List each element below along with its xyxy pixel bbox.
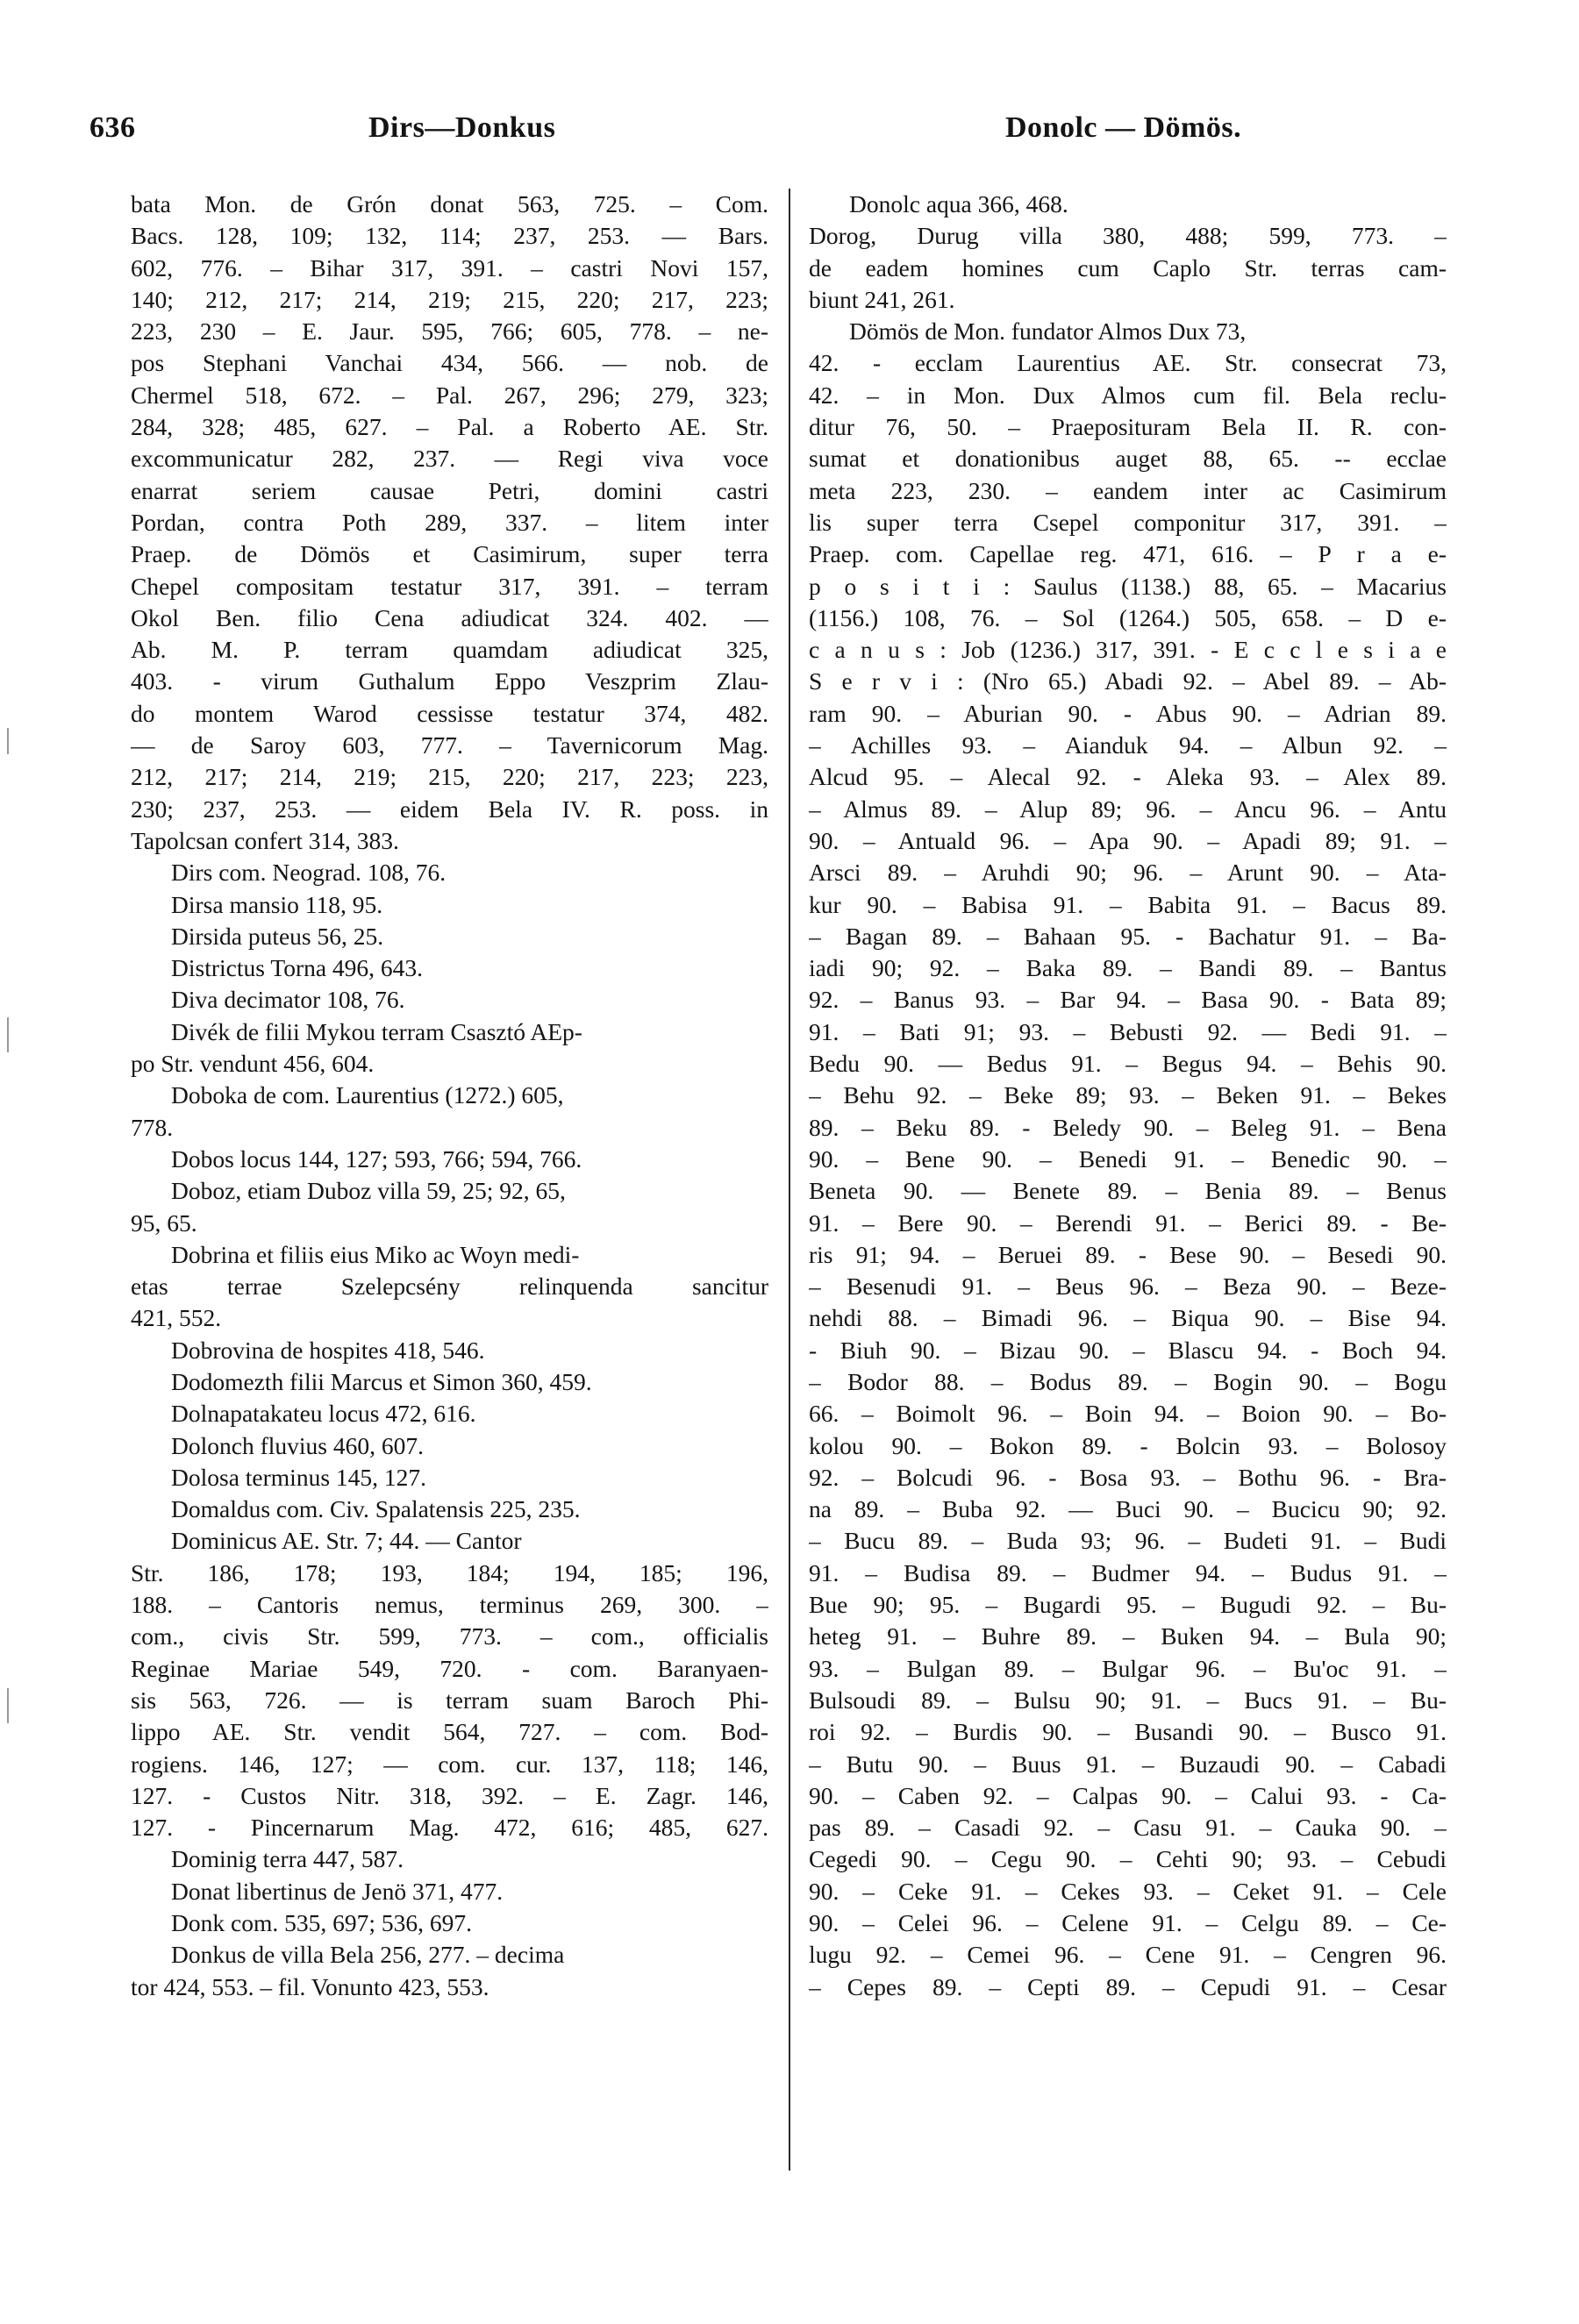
index-line: Donk com. 535, 697; 536, 697. xyxy=(171,1909,472,1937)
index-line: meta 223, 230. – eandem inter ac Casimirum xyxy=(809,476,1447,504)
index-line: 92. – Banus 93. – Bar 94. – Basa 90. - Bata 89; xyxy=(809,986,1447,1014)
index-line: Dolonch fluvius 460, 607. xyxy=(171,1431,424,1459)
index-line: roi 92. – Burdis 90. – Busandi 90. – Busco 91. xyxy=(809,1718,1447,1746)
index-line: Dobrovina de hospites 418, 546. xyxy=(171,1336,485,1364)
index-line: 403. - virum Guthalum Eppo Veszprim Zlau- xyxy=(131,667,768,695)
index-line: kolou 90. – Bokon 89. - Bolcin 93. – Bolosoy xyxy=(809,1431,1447,1459)
index-line: pas 89. – Casadi 92. – Casu 91. – Cauka 90. – xyxy=(809,1814,1447,1842)
column-divider xyxy=(789,189,790,2171)
index-line: Praep. com. Capellae reg. 471, 616. – P r a e- xyxy=(809,540,1447,568)
index-line: Beneta 90. — Benete 89. – Benia 89. – Benus xyxy=(809,1177,1447,1205)
index-line: na 89. – Buba 92. — Buci 90. – Bucicu 90; 92. xyxy=(809,1495,1447,1523)
scan-edge-mark xyxy=(7,1017,9,1052)
index-line: 91. – Bati 91; 93. – Bebusti 92. — Bedi 91. – xyxy=(809,1017,1447,1045)
index-line: 90. – Bene 90. – Benedi 91. – Benedic 90. – xyxy=(809,1144,1447,1173)
index-line: kur 90. – Babisa 91. – Babita 91. – Bacus 89. xyxy=(809,890,1447,918)
index-line: do montem Warod cessisse testatur 374, 482. xyxy=(131,699,768,727)
index-line: 421, 552. xyxy=(131,1304,222,1332)
index-line: – Bodor 88. – Bodus 89. – Bogin 90. – Bogu xyxy=(809,1367,1447,1395)
index-line: Str. 186, 178; 193, 184; 194, 185; 196, xyxy=(131,1558,768,1586)
index-line: de eadem homines cum Caplo Str. terras cam- xyxy=(809,253,1447,282)
index-line: Dominig terra 447, 587. xyxy=(171,1845,404,1873)
index-line: lugu 92. – Cemei 96. – Cene 91. – Cengren 96. xyxy=(809,1941,1447,1969)
index-line: 42. - ecclam Laurentius AE. Str. consecrat 73, xyxy=(809,349,1447,377)
index-line: Tapolcsan confert 314, 383. xyxy=(131,826,399,854)
index-line: Dömös de Mon. fundator Almos Dux 73, xyxy=(849,317,1247,346)
index-line: Okol Ben. filio Cena adiudicat 324. 402. — xyxy=(131,603,768,631)
index-line: sumat et donationibus auget 88, 65. -- ecclae xyxy=(809,445,1447,473)
index-line: 90. – Celei 96. – Celene 91. – Celgu 89. – Ce- xyxy=(809,1909,1447,1937)
index-line: 92. – Bolcudi 96. - Bosa 93. – Bothu 96. - Bra- xyxy=(809,1463,1447,1491)
index-line: – Besenudi 91. – Beus 96. – Beza 90. – Beze- xyxy=(809,1272,1447,1301)
index-line: excommunicatur 282, 237. — Regi viva voce xyxy=(131,445,768,473)
index-line: Donkus de villa Bela 256, 277. – decima xyxy=(171,1941,565,1969)
index-line: Divék de filii Mykou terram Csasztó AEp- xyxy=(171,1017,582,1045)
index-line: — de Saroy 603, 777. – Tavernicorum Mag. xyxy=(131,731,768,759)
index-line: Arsci 89. – Aruhdi 90; 96. – Arunt 90. – Ata- xyxy=(809,859,1447,887)
index-line: 127. - Pincernarum Mag. 472, 616; 485, 627. xyxy=(131,1814,768,1842)
index-line: Dirs com. Neograd. 108, 76. xyxy=(171,859,447,887)
index-line: Pordan, contra Poth 289, 337. – litem inter xyxy=(131,508,768,536)
index-line: Dirsa mansio 118, 95. xyxy=(171,890,383,918)
index-line: – Cepes 89. – Cepti 89. – Cepudi 91. – Cesar xyxy=(809,1972,1447,2000)
index-line: – Behu 92. – Beke 89; 93. – Beken 91. – Bekes xyxy=(809,1081,1447,1109)
index-line: Bue 90; 95. – Bugardi 95. – Bugudi 92. – Bu- xyxy=(809,1591,1447,1619)
index-line: 89. – Beku 89. - Beledy 90. – Beleg 91. – Bena xyxy=(809,1113,1447,1141)
index-line: 778. xyxy=(131,1113,174,1141)
index-line: tor 424, 553. – fil. Vonunto 423, 553. xyxy=(131,1972,489,2000)
index-line: 90. – Ceke 91. – Cekes 93. – Ceket 91. – Cele xyxy=(809,1877,1447,1905)
running-head-right: Donolc — Dömös. xyxy=(1005,111,1242,144)
index-line: ris 91; 94. – Beruei 89. - Bese 90. – Besedi 90. xyxy=(809,1240,1447,1268)
index-line: – Bagan 89. – Bahaan 95. - Bachatur 91. – Ba- xyxy=(809,922,1447,950)
index-line: com., civis Str. 599, 773. – com., officialis xyxy=(131,1622,768,1650)
index-line: 212, 217; 214, 219; 215, 220; 217, 223; 223, xyxy=(131,763,768,791)
index-line: p o s i t i : Saulus (1138.) 88, 65. – Macarius xyxy=(809,572,1447,600)
index-line: Bulsoudi 89. – Bulsu 90; 91. – Bucs 91. – Bu- xyxy=(809,1686,1447,1714)
index-line: 90. – Caben 92. – Calpas 90. – Calui 93. - Ca- xyxy=(809,1781,1447,1809)
index-line: Ab. M. P. terram quamdam adiudicat 325, xyxy=(131,636,768,664)
index-line: 223, 230 – E. Jaur. 595, 766; 605, 778. – ne- xyxy=(131,317,768,346)
index-line: biunt 241, 261. xyxy=(809,285,955,313)
index-line: Doboz, etiam Duboz villa 59, 25; 92, 65, xyxy=(171,1177,566,1205)
index-line: ditur 76, 50. – Praeposituram Bela II. R. con- xyxy=(809,413,1447,441)
scan-edge-mark xyxy=(7,1688,9,1723)
index-line: lippo AE. Str. vendit 564, 727. – com. Bod- xyxy=(131,1718,768,1746)
index-line: enarrat seriem causae Petri, domini castri xyxy=(131,476,768,504)
index-line: Bacs. 128, 109; 132, 114; 237, 253. — Bars. xyxy=(131,222,768,250)
index-line: Dodomezth filii Marcus et Simon 360, 459. xyxy=(171,1367,592,1395)
index-line: 42. – in Mon. Dux Almos cum fil. Bela reclu- xyxy=(809,381,1447,409)
index-line: rogiens. 146, 127; — com. cur. 137, 118; 146, xyxy=(131,1750,768,1778)
index-line: Alcud 95. – Alecal 92. - Aleka 93. – Alex 89. xyxy=(809,763,1447,791)
index-line: 284, 328; 485, 627. – Pal. a Roberto AE. Str. xyxy=(131,413,768,441)
index-line: 91. – Bere 90. – Berendi 91. – Berici 89. - Be- xyxy=(809,1208,1447,1237)
index-line: Dominicus AE. Str. 7; 44. — Cantor xyxy=(171,1527,522,1555)
index-line: 95, 65. xyxy=(131,1208,197,1237)
index-line: 140; 212, 217; 214, 219; 215, 220; 217, 223; xyxy=(131,285,768,313)
index-line: Bedu 90. — Bedus 91. – Begus 94. – Behis 90. xyxy=(809,1050,1447,1078)
index-line: Dorog, Durug villa 380, 488; 599, 773. – xyxy=(809,222,1447,250)
index-line: – Almus 89. – Alup 89; 96. – Ancu 96. – Antu xyxy=(809,795,1447,823)
index-line: sis 563, 726. — is terram suam Baroch Phi- xyxy=(131,1686,768,1714)
scan-edge-mark xyxy=(7,728,9,754)
index-line: Domaldus com. Civ. Spalatensis 225, 235. xyxy=(171,1495,581,1523)
page-number: 636 xyxy=(89,111,136,144)
index-line: Dobos locus 144, 127; 593, 766; 594, 766. xyxy=(171,1144,582,1173)
index-line: Chepel compositam testatur 317, 391. – terram xyxy=(131,572,768,600)
index-line: Dobrina et filiis eius Miko ac Woyn medi- xyxy=(171,1240,580,1268)
index-line: Donolc aqua 366, 468. xyxy=(849,190,1068,217)
index-line: Diva decimator 108, 76. xyxy=(171,986,405,1014)
index-line: c a n u s : Job (1236.) 317, 391. - E c c l e s i a e xyxy=(809,636,1447,664)
index-line: Praep. de Dömös et Casimirum, super terra xyxy=(131,540,768,568)
index-line: bata Mon. de Grón donat 563, 725. – Com. xyxy=(131,190,768,217)
index-column-right xyxy=(809,189,1447,2003)
index-line: Reginae Mariae 549, 720. - com. Baranyaen- xyxy=(131,1654,768,1682)
index-line: - Biuh 90. – Bizau 90. – Blascu 94. - Boch 94. xyxy=(809,1336,1447,1364)
index-line: 127. - Custos Nitr. 318, 392. – E. Zagr. 146, xyxy=(131,1781,768,1809)
index-line: Districtus Torna 496, 643. xyxy=(171,954,424,982)
index-line: Cegedi 90. – Cegu 90. – Cehti 90; 93. – Cebudi xyxy=(809,1845,1447,1873)
index-line: po Str. vendunt 456, 604. xyxy=(131,1050,375,1078)
index-line: Doboka de com. Laurentius (1272.) 605, xyxy=(171,1081,564,1109)
index-column-left xyxy=(131,189,768,2003)
index-line: 90. – Antuald 96. – Apa 90. – Apadi 89; 91. – xyxy=(809,826,1447,854)
index-line: Donat libertinus de Jenö 371, 477. xyxy=(171,1877,504,1905)
index-line: iadi 90; 92. – Baka 89. – Bandi 89. – Bantus xyxy=(809,954,1447,982)
index-line: Chermel 518, 672. – Pal. 267, 296; 279, 323; xyxy=(131,381,768,409)
index-line: etas terrae Szelepcsény relinquenda sancitur xyxy=(131,1272,768,1301)
index-line: Dolosa terminus 145, 127. xyxy=(171,1463,427,1491)
running-head-left: Dirs—Donkus xyxy=(368,111,556,144)
index-line: – Butu 90. – Buus 91. – Buzaudi 90. – Cabadi xyxy=(809,1750,1447,1778)
index-line: (1156.) 108, 76. – Sol (1264.) 505, 658. – D e- xyxy=(809,603,1447,631)
index-line: Dirsida puteus 56, 25. xyxy=(171,922,384,950)
index-line: lis super terra Csepel componitur 317, 391. – xyxy=(809,508,1447,536)
index-line: 93. – Bulgan 89. – Bulgar 96. – Bu'oc 91. – xyxy=(809,1654,1447,1682)
index-line: S e r v i : (Nro 65.) Abadi 92. – Abel 89. – Ab- xyxy=(809,667,1447,695)
index-line: ram 90. – Aburian 90. - Abus 90. – Adrian 89. xyxy=(809,699,1447,727)
index-line: nehdi 88. – Bimadi 96. – Biqua 90. – Bise 94. xyxy=(809,1304,1447,1332)
index-line: – Bucu 89. – Buda 93; 96. – Budeti 91. – Budi xyxy=(809,1527,1447,1555)
index-line: pos Stephani Vanchai 434, 566. — nob. de xyxy=(131,349,768,377)
index-line: Dolnapatakateu locus 472, 616. xyxy=(171,1400,476,1428)
index-line: 188. – Cantoris nemus, terminus 269, 300. – xyxy=(131,1591,768,1619)
index-line: 602, 776. – Bihar 317, 391. – castri Novi 157, xyxy=(131,253,768,282)
index-line: – Achilles 93. – Aianduk 94. – Albun 92. – xyxy=(809,731,1447,759)
index-line: 230; 237, 253. — eidem Bela IV. R. poss. in xyxy=(131,795,768,823)
index-line: heteg 91. – Buhre 89. – Buken 94. – Bula 90; xyxy=(809,1622,1447,1650)
index-line: 91. – Budisa 89. – Budmer 94. – Budus 91. – xyxy=(809,1558,1447,1586)
index-line: 66. – Boimolt 96. – Boin 94. – Boion 90. – Bo- xyxy=(809,1400,1447,1428)
